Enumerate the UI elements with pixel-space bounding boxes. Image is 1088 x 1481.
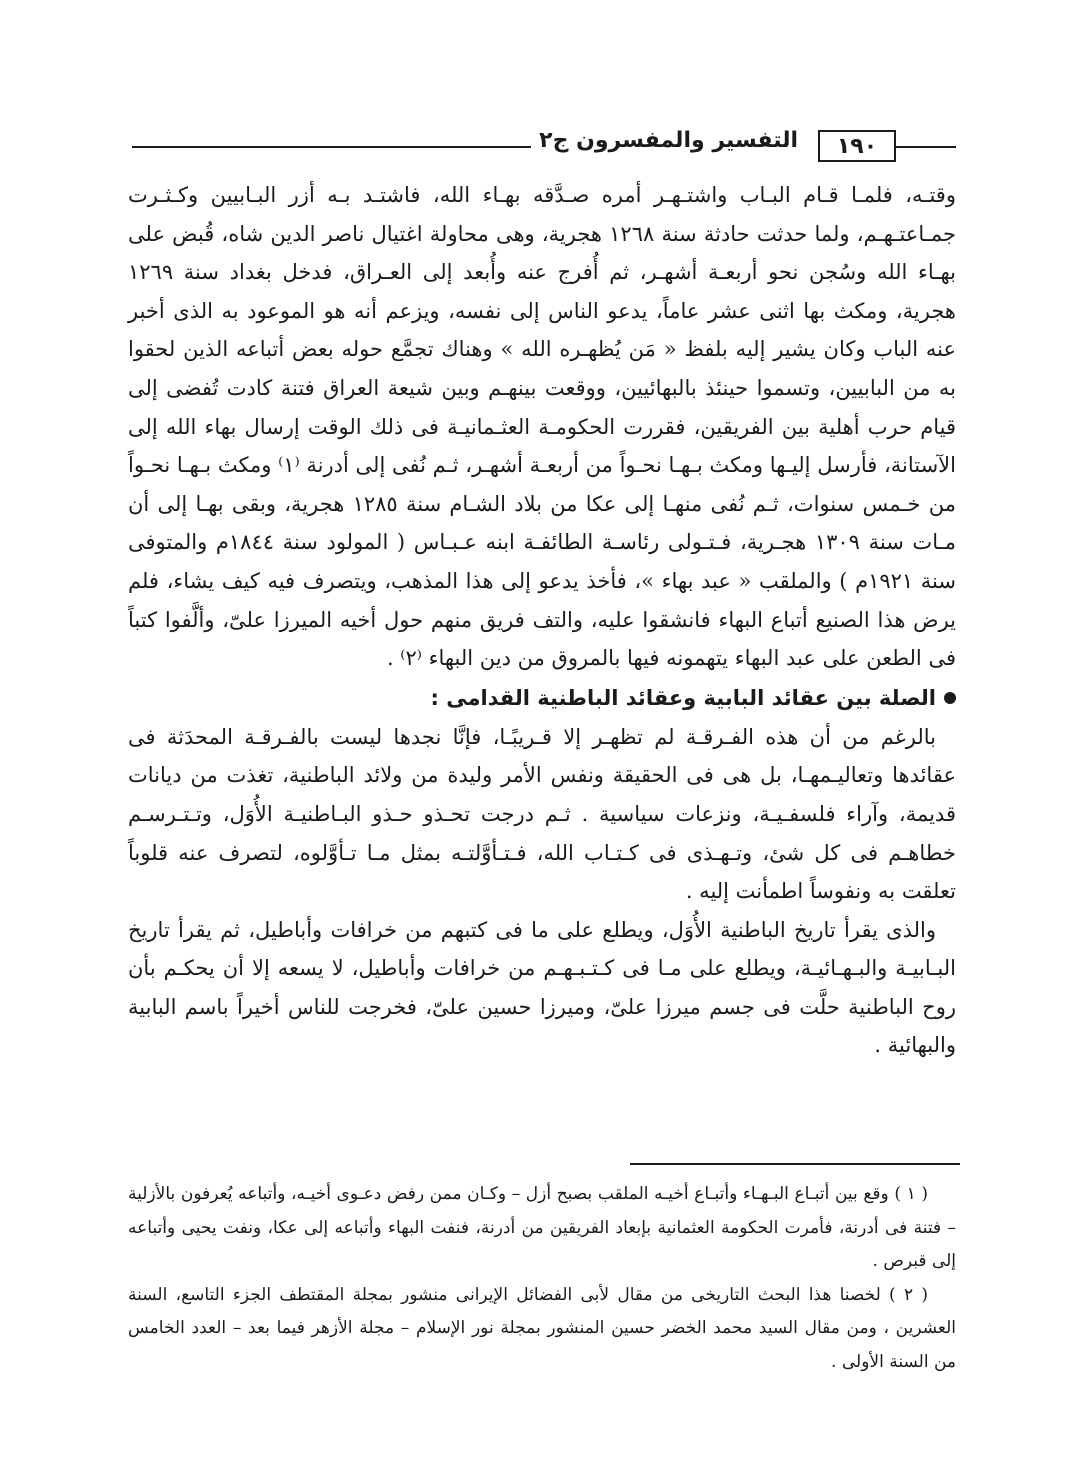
paragraph-history: وقتـه، فلمـا قـام البـاب واشتـهـر أمره صـدَّقه بهـاء الله، فاشتـد بـه أزر البـابيين وكـثـرت جمـاعتـهـم، ولما حدثت حادثة سنة ١٢٦٨ هجرية، وهى محاولة اغتيال ناصر الدين شاه، قُبض على بهـاء الله وسُجن نحو أربعـة أشهـر، ثم أُفرج عنه وأُبعد إلى العـراق، فدخل بغداد سنة ١٢٦٩ هجرية، ومكث بها اثنى عشر عاماً، يدعو الناس إلى نفسه، ويزعم أنه هو الموعود به الذى أخبر عنه الباب وكان يشير إليه بلفظ « مَن يُظهـره الله » وهناك تجمَّع حوله بعض أتباعه الذين لحقوا به من البابيين، وتسموا حينئذ بالبهائيين، ووقعت بينهـم وبين شيعة العراق فتنة كادت تُفضى إلى قيام حرب أهلية بين الفريقين، فقررت الحكومـة العثـمانيـة فى ذلك الوقت إرسال بهاء الله إلى الآستانة، فأرسل إليـها ومكث بـهـا نحـواً من أربعـة أشهـر، ثـم نُفى إلى أدرنة ⁽١⁾ ومكث بـهـا نحـواً من خـمس سنوات، ثـم نُفى منهـا إلى عكا من بلاد الشـام سنة ١٢٨٥ هجرية، وبقى بهـا إلى أن مـات سنة ١٣٠٩ هجـرية، فـتـولى رئاسـة الطائفـة ابنه عـبـاس ( المولود سنة ١٨٤٤م والمتوفى سنة ١٩٢١م ) والملقب « عبد بهاء »، فأخذ يدعو إلى هذا المذهب، ويتصرف فيه كيف يشاء، فلم يرض هذا الصنيع أتباع البهاء فانشقوا عليه، والتف فريق منهم حول أخيه الميرزا علىّ، وألَّفوا كتباً فى الطعن على عبد البهاء يتهمونه فيها بالمروق من دين البهاء ⁽٢⁾ .	[128, 183, 957, 671]
footnotes	[128, 1178, 956, 1379]
paragraph-conclusion: والذى يقرأ تاريخ الباطنية الأُوَل، ويطلع على ما فى كتبهم من خرافات وأباطيل، ثم يقرأ تاريخ البـابيـة والبـهـائيـة، ويطلع على مـا فى كـتـبـهـم من خرافات وأباطيل، لا يسعه إلا أن يحكـم بأن روح الباطنية حلَّت فى جسم ميرزا علىّ، وميرزا حسين علىّ، فخرجت للناس أخيراً باسم البابية والبهائية .	[128, 917, 956, 1058]
section-heading-text: الصلة بين عقائد البابية وعقائد الباطنية القدامى :	[430, 685, 936, 710]
page-header	[132, 124, 956, 168]
main-text	[128, 176, 956, 1065]
page-number: ١٩٠	[818, 130, 896, 162]
paragraph-origins: بالرغم من أن هذه الفـرقـة لم تظهـر إلا قـريبًـا، فإنَّا نجدها ليست بالفـرقـة المحدَثة فى عقائدها وتعاليـمهـا، بل هى فى الحقيقة ونفس الأمر وليدة من ولائد الباطنية، تغذت من ديانات قديمة، وآراء فلسفـيـة، ونزعات سياسية . ثـم درجت تحـذو حـذو البـاطنيـة الأُوَل، وتـتـرسـم خطاهـم فى كل شئ، وتـهـذى فى كـتـاب الله، فـتـأوَّلتـه بمثل مـا تـأوَّلوه، لتصرف عنه قلوباً تعلقت به ونفوساً اطمأنت إليه .	[128, 724, 956, 904]
header-rule-right	[896, 146, 956, 148]
footnote-separator	[630, 1163, 960, 1165]
bullet-icon	[944, 692, 956, 704]
running-title: التفسير والمفسرون ج٢	[531, 128, 806, 153]
footnote-1: ( ١ ) وقع بين أتبـاع البـهـاء وأتبـاع أخيـه الملقب بصبح أزل – وكـان ممن رفض دعـوى أخيـه، وأتباعه يُعرفون بالأزلية – فتنة فى أدرنة، فأمرت الحكومة العثمانية بإبعاد الفريقين من أدرنة، فنفت البهاء وأتباعه إلى عكا، ونفت يحيى وأتباعه إلى قبرص .	[128, 1184, 956, 1271]
footnote-2: ( ٢ ) لخصنا هذا البحث التاريخى من مقال لأبى الفضائل الإيرانى منشور بمجلة المقتطف الجزء التاسع، السنة العشرين ، ومن مقال السيد محمد الخضر حسين المنشور بمجلة نور الإسلام – مجلة الأزهر فيما بعد – العدد الخامس من السنة الأولى .	[128, 1284, 956, 1372]
section-heading	[128, 678, 956, 718]
